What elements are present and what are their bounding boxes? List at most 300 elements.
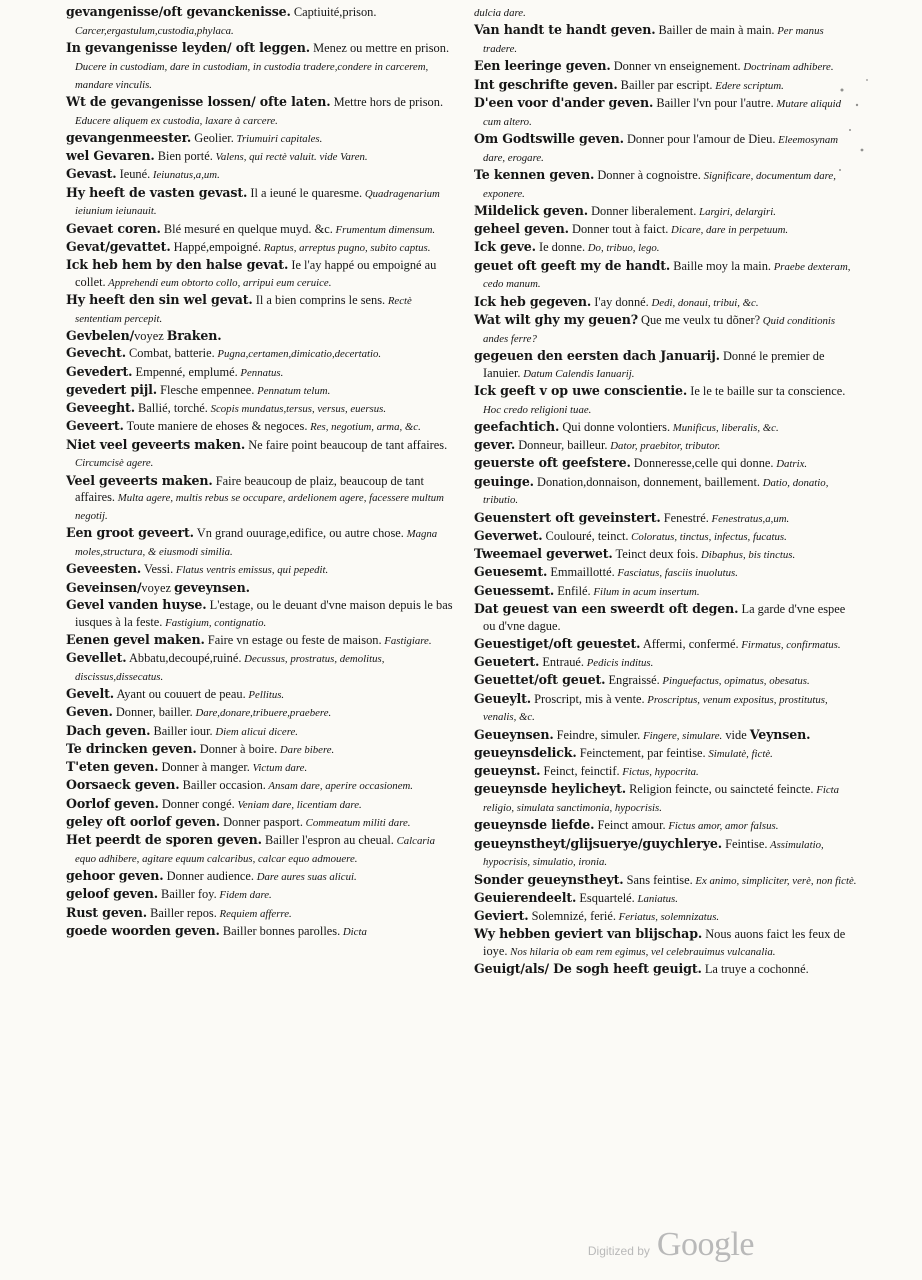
headword: Ick geve. [474, 239, 536, 255]
latin-gloss: Fastigiare. [381, 634, 432, 647]
latin-gloss: Pinguefactus, opimatus, obesatus. [659, 675, 810, 688]
latin-gloss: Dare bibere. [277, 743, 335, 756]
headword: Geueynsen. [474, 726, 554, 742]
french-gloss: I'ay donné. [591, 294, 649, 309]
dictionary-entry [474, 672, 858, 690]
left-column [66, 4, 454, 941]
headword: Geveinsen/ [66, 579, 142, 595]
headword: geefachtich. [474, 418, 560, 434]
dictionary-entry [474, 528, 858, 546]
headword: Gevbelen/ [66, 328, 135, 343]
latin-gloss: Calcaria equo adhibere, agitare equum calcaribus, calcar equo admouere. [75, 835, 435, 865]
dictionary-entry [66, 185, 454, 221]
headword: Gevat/gevattet. [66, 238, 171, 254]
latin-gloss: Valens, qui rectè valuit. vide Varen. [212, 151, 368, 163]
dictionary-entry [474, 239, 858, 257]
latin-gloss: Do, tribuo, lego. [585, 242, 660, 255]
latin-gloss: Pedicis inditus. [584, 657, 654, 669]
french-gloss: Combat, batterie. [125, 346, 215, 361]
dictionary-entry [66, 418, 454, 436]
french-gloss: Baille moy la main. [670, 258, 771, 273]
right-column [474, 4, 858, 980]
headword: Geveesten. [66, 561, 142, 577]
dictionary-entry [66, 759, 454, 777]
dictionary-entry [474, 4, 858, 22]
headword: Geueylt. [474, 690, 532, 706]
latin-gloss: Feriatus, solemnizatus. [615, 911, 720, 923]
dictionary-entry [66, 868, 454, 886]
french-gloss: Faire beaucoup de plaiz, beaucoup de tant affaires. [75, 473, 424, 505]
latin-gloss: Victum dare. [249, 762, 308, 774]
dictionary-entry [474, 872, 858, 890]
dictionary-entry [66, 364, 454, 382]
latin-gloss: Ex animo, simpliciter, verè, non fictè. [692, 874, 857, 887]
headword: geheel geven. [474, 221, 569, 236]
latin-gloss: Ducere in custodiam, dare in custodiam, in custodia tradere,condere in carcerem, mandare vinculis. [75, 60, 429, 91]
latin-gloss: Res, negotium, arma, &c. [307, 421, 421, 434]
latin-gloss: Pennatum telum. [254, 384, 331, 397]
french-gloss: Vessi. [141, 562, 174, 577]
latin-gloss: Praebe dexteram, cedo manum. [483, 260, 851, 291]
headword: geueynsdelick. [474, 744, 577, 760]
french-gloss: Menez ou mettre en prison. [310, 41, 450, 55]
digitized-watermark [588, 1226, 754, 1264]
french-gloss: Donner à cognoistre. [594, 167, 701, 182]
dictionary-entry [474, 745, 858, 763]
latin-gloss: Ansam dare, aperire occasionem. [265, 780, 413, 793]
ink-smudge [822, 60, 882, 210]
headword: Wat wilt ghy my geuen? [474, 311, 638, 327]
headword: Van handt te handt geven. [474, 22, 656, 38]
latin-gloss: Firmatus, confirmatus. [738, 638, 841, 651]
dictionary-entry [474, 817, 858, 835]
dictionary-entry [66, 345, 454, 363]
dictionary-entry [474, 961, 858, 979]
french-gloss: Feinct amour. [594, 818, 666, 833]
dictionary-entry [66, 886, 454, 904]
latin-gloss: Simulatè, fictè. [705, 747, 773, 760]
headword: Ick geeft v op uwe conscientie. [474, 382, 688, 398]
dictionary-entry [474, 383, 858, 419]
french-gloss: Abbatu,decoupé,ruiné. [126, 651, 242, 665]
headword: Een groot geveert. [66, 525, 194, 541]
latin-gloss: Dedi, donaui, tribui, &c. [648, 296, 759, 309]
french-gloss: Geolier. [191, 130, 234, 145]
dictionary-entry [66, 741, 454, 759]
headword: Wt de gevangenisse lossen/ ofte laten. [66, 93, 331, 109]
french-gloss: Donner liberalement. [587, 203, 697, 218]
headword: Geuigt/als/ De sogh heeft geuigt. [474, 961, 702, 977]
dictionary-entry [66, 328, 454, 345]
latin-gloss: Quid conditionis andes ferre? [483, 314, 836, 345]
dictionary-entry [66, 400, 454, 418]
latin-gloss: Multa agere, multis rebus se occupare, ardelionem agere, facessere multum negotij. [75, 492, 444, 522]
dictionary-entry [66, 923, 454, 941]
headword: Hy heeft den sin wel gevat. [66, 292, 253, 307]
headword: Geuesemt. [474, 564, 548, 580]
french-gloss: Donation,donnaison, donnement, baillement. [533, 474, 761, 489]
latin-gloss: Largiri, delargiri. [696, 205, 776, 218]
dictionary-entry [474, 636, 858, 654]
french-gloss: Vn grand ouurage,edifice, ou autre chose. [193, 526, 404, 541]
dictionary-entry [66, 4, 454, 40]
french-gloss: Esquartelé. [576, 890, 635, 905]
dictionary-entry [474, 836, 858, 872]
latin-gloss: Raptus, arreptus pugno, subito captus. [261, 241, 431, 254]
dictionary-entry [474, 546, 858, 564]
latin-gloss: Decussus, prostratus, demolitus, discissus,dissecatus. [75, 653, 385, 683]
dictionary-entry [474, 437, 858, 455]
latin-gloss: Pennatus. [237, 366, 284, 379]
dictionary-entry [66, 632, 454, 650]
latin-gloss: Assimulatio, hypocrisis, simulatio, ironia. [483, 838, 824, 869]
dictionary-entry [66, 473, 454, 525]
headword: Ick heb hem by den halse gevat. [66, 257, 289, 272]
headword: Oorsaeck geven. [66, 777, 180, 793]
dictionary-entry [66, 686, 454, 704]
dictionary-entry [66, 796, 454, 814]
latin-gloss: Requiem afferre. [216, 907, 292, 920]
dictionary-entry [474, 564, 858, 582]
headword: geuinge. [474, 473, 534, 489]
french-gloss: Engraissé. [605, 673, 660, 688]
latin-gloss: Triumuiri capitales. [233, 132, 323, 145]
dictionary-entry [66, 723, 454, 741]
headword: Oorlof geven. [66, 795, 159, 811]
dictionary-entry [66, 832, 454, 868]
latin-gloss: Filum in acum insertum. [590, 585, 700, 598]
french-gloss: Happé,empoigné. [170, 239, 262, 254]
headword: geley oft oorlof geven. [66, 813, 220, 829]
dictionary-entry [474, 890, 858, 908]
headword: Om Godtswille geven. [474, 130, 624, 146]
cross-reference-note: vide [722, 727, 750, 742]
headword: Sonder geueynstheyt. [474, 871, 624, 887]
latin-gloss: Circumcisè agere. [75, 457, 154, 470]
latin-gloss: Datrix. [773, 458, 808, 471]
latin-gloss: Apprehendi eum obtorto collo, arripui eum ceruice. [105, 276, 332, 289]
french-gloss: Donner congé. [158, 796, 235, 811]
french-gloss: Il a bien comprins le sens. [252, 293, 386, 307]
headword: D'een voor d'ander geven. [474, 94, 654, 110]
french-gloss: Toute maniere de ehoses & negoces. [123, 419, 308, 434]
french-gloss: L'estage, ou le deuant d'vne maison depuis le bas iusques à la feste. [75, 597, 453, 629]
dictionary-entry [66, 94, 454, 130]
latin-gloss: Ficta religio, simulata sanctimonia, hypocrisis. [483, 784, 840, 814]
headword: Geuessemt. [474, 582, 555, 598]
headword: wel Gevaren. [66, 148, 155, 163]
dictionary-entry [474, 203, 858, 221]
french-gloss: Fenestré. [660, 510, 709, 525]
dictionary-entry [66, 292, 454, 328]
latin-gloss: Carcer,ergastulum,custodia,phylaca. [75, 24, 234, 37]
french-gloss: Bailler iour. [150, 723, 213, 738]
french-gloss: Que me veulx tu dõner? [637, 312, 761, 327]
headword: geueynstheyt/glijsuerye/guychlerye. [474, 835, 723, 851]
latin-gloss: Datum Calendis Ianuarij. [520, 367, 635, 380]
headword: Geuierendeelt. [474, 889, 577, 905]
headword: Gevellet. [66, 650, 127, 665]
headword: Geviert. [474, 908, 529, 923]
french-gloss: Feinct, feinctif. [540, 764, 620, 778]
latin-gloss: Per manus tradere. [483, 25, 824, 55]
headword: gevangenisse/oft gevanckenisse. [66, 4, 291, 19]
french-gloss: Bailler repos. [146, 905, 217, 920]
latin-gloss: Pugna,certamen,dimicatio,decertatio. [214, 348, 382, 361]
french-gloss: Emmaillotté. [547, 565, 615, 580]
dictionary-entry [474, 455, 858, 473]
latin-gloss: Diem alicui dicere. [212, 725, 298, 738]
headword: Mildelick geven. [474, 202, 588, 218]
headword: geueynsde liefde. [474, 817, 595, 833]
latin-gloss: Munificus, liberalis, &c. [670, 421, 779, 434]
latin-gloss: Dicta [340, 925, 367, 938]
dictionary-entry [474, 926, 858, 961]
french-gloss: Solemnizé, ferié. [528, 909, 616, 923]
dictionary-entry [474, 781, 858, 817]
headword: Het peerdt de sporen geven. [66, 832, 262, 847]
headword: T'eten geven. [66, 759, 159, 774]
dictionary-entry [474, 348, 858, 383]
french-gloss: Faire vn estage ou feste de maison. [204, 632, 382, 647]
headword: geuerste oft geefstere. [474, 455, 631, 471]
dictionary-entry [66, 814, 454, 832]
french-gloss: Sans feintise. [623, 872, 693, 887]
dictionary-entry [66, 580, 454, 597]
french-gloss: Coulouré, teinct. [542, 528, 629, 543]
dictionary-entry [474, 312, 858, 348]
french-gloss: Empenné, emplumé. [132, 364, 238, 379]
latin-gloss: Doctrinam adhibere. [740, 61, 834, 74]
french-gloss: Flesche empennee. [157, 382, 255, 397]
latin-gloss: Fictus amor, amor falsus. [665, 820, 779, 833]
headword: Hy heeft de vasten gevast. [66, 184, 248, 200]
dictionary-entry [474, 22, 858, 58]
dictionary-entry [474, 908, 858, 926]
french-gloss: Qui donne volontiers. [559, 419, 671, 434]
headword: In gevangenisse leyden/ oft leggen. [66, 40, 311, 55]
french-gloss: Ayant ou couuert de peau. [114, 687, 246, 701]
french-gloss: Bailler foy. [157, 887, 217, 902]
french-gloss: Feintise. [722, 836, 768, 851]
latin-gloss: Proscriptus, venum expositus, prostitutus, venalis, &c. [483, 693, 828, 724]
french-gloss: Donner vn enseignement. [610, 59, 741, 74]
french-gloss: Ieuné. [116, 167, 151, 182]
french-gloss: Donner pasport. [220, 814, 303, 829]
latin-gloss: Quadragenarium ieiunium ieiunauit. [75, 187, 440, 218]
latin-gloss: Datio, donatio, tributio. [483, 476, 829, 507]
french-gloss: Donner pour l'amour de Dieu. [623, 131, 776, 146]
headword: Gevelt. [66, 686, 115, 701]
latin-gloss: Dare,donare,tribuere,praebere. [192, 707, 332, 720]
headword: Gevecht. [66, 345, 126, 361]
french-gloss: Feindre, simuler. [553, 727, 641, 742]
latin-gloss: Nos hilaria ob eam rem egimus, vel celebrauimus vulcanalia. [507, 946, 776, 958]
headword: Gevaet coren. [66, 220, 161, 236]
dictionary-entry [66, 130, 454, 148]
headword: Gevast. [66, 166, 117, 182]
headword: Rust geven. [66, 904, 147, 920]
latin-gloss: Scopis mundatus,tersus, versus, euersus. [207, 403, 387, 415]
watermark-prefix: Digitized by [587, 1244, 650, 1258]
latin-gloss: Edere scriptum. [712, 79, 784, 92]
headword: Dat geuest van een sweerdt oft degen. [474, 600, 739, 616]
dictionary-entry [474, 510, 858, 528]
french-gloss: Donné le premier de Ianuier. [483, 348, 825, 380]
headword: geueynst. [474, 763, 541, 778]
latin-gloss: Fictus, hypocrita. [619, 766, 699, 778]
dictionary-entry [66, 239, 454, 257]
google-logo: Google [656, 1226, 754, 1263]
cross-reference: Braken. [166, 328, 222, 343]
headword: Ick heb gegeven. [474, 293, 592, 309]
dictionary-entry [66, 148, 454, 166]
latin-gloss: Dator, praebitor, tributor. [607, 440, 721, 452]
headword: geueynsde heylicheyt. [474, 781, 627, 797]
latin-gloss: Educere aliquem ex custodia, laxare à carcere. [75, 114, 278, 127]
latin-gloss: Fastigium, contignatio. [162, 616, 267, 629]
dictionary-entry [474, 95, 858, 131]
headword: Te kennen geven. [474, 166, 595, 182]
dictionary-entry [474, 727, 858, 745]
dictionary-entry [474, 763, 858, 781]
latin-gloss: Ieiunatus,a,um. [150, 169, 220, 182]
french-gloss: La truye a cochonné. [701, 962, 809, 977]
french-gloss: Bailler bonnes parolles. [219, 923, 341, 938]
french-gloss: Bailler par escript. [617, 77, 713, 92]
dictionary-entry [66, 166, 454, 184]
headword: gegeuen den eersten dach Januarij. [474, 347, 720, 363]
headword: Gevel vanden huyse. [66, 596, 207, 612]
headword: Gevedert. [66, 363, 133, 379]
latin-gloss: Dicare, dare in perpetuum. [668, 224, 789, 236]
french-gloss: Proscript, mis à vente. [531, 691, 645, 706]
headword: Een leeringe geven. [474, 58, 611, 74]
headword: Geuenstert oft geveinstert. [474, 509, 661, 525]
french-gloss: Blé mesuré en quelque muyd. &c. [160, 221, 333, 236]
french-gloss: Religion feincte, ou saincteté feincte. [626, 782, 814, 797]
dictionary-entry [474, 58, 858, 76]
dictionary-entry [474, 167, 858, 203]
latin-gloss: Significare, documentum dare, exponere. [483, 169, 836, 200]
dictionary-entry [66, 525, 454, 561]
latin-gloss: Fasciatus, fasciis inuolutus. [614, 567, 738, 580]
dictionary-entry [474, 583, 858, 601]
latin-gloss: Veniam dare, licentiam dare. [234, 798, 362, 811]
french-gloss: Ne faire point beaucoup de tant affaires. [245, 437, 448, 452]
headword: Geuestiget/oft geuestet. [474, 635, 641, 651]
latin-gloss: Flatus ventris emissus, qui pepedit. [173, 564, 329, 577]
french-gloss: Donner tout à faict. [568, 222, 669, 236]
dictionary-entry [474, 221, 858, 239]
cross-reference: Veynsen. [749, 726, 811, 742]
headword: gevangenmeester. [66, 129, 192, 145]
dictionary-entry [66, 561, 454, 579]
dictionary-entry [66, 257, 454, 292]
dictionary-entry [66, 40, 454, 93]
french-gloss: voyez [141, 580, 175, 595]
dictionary-entry [66, 382, 454, 400]
headword: geuet oft geeft my de handt. [474, 257, 671, 273]
french-gloss: Donner, bailler. [112, 705, 193, 720]
latin-gloss: Mutare aliquid cum altero. [483, 97, 842, 128]
dictionary-entry [474, 419, 858, 437]
cross-reference: geveynsen. [174, 579, 250, 595]
latin-gloss: Magna moles,structura, & eiusmodi similia. [75, 528, 438, 558]
headword: Geverwet. [474, 527, 543, 543]
latin-gloss: Dare aures suas alicui. [254, 871, 357, 883]
dictionary-entry [474, 601, 858, 636]
french-gloss: Captiuité,prison. [290, 5, 377, 19]
french-gloss: Teinct deux fois. [612, 547, 699, 561]
dictionary-entry [66, 437, 454, 473]
french-gloss: Ie l'ay happé ou empoigné au collet. [75, 258, 437, 289]
dictionary-entry [474, 654, 858, 672]
french-gloss: Donner audience. [163, 869, 255, 883]
headword: geloof geven. [66, 886, 158, 902]
french-gloss: Bailler occasion. [179, 778, 266, 793]
dictionary-entry [66, 650, 454, 686]
headword: gehoor geven. [66, 868, 164, 883]
dictionary-entry [66, 221, 454, 239]
dictionary-entry [66, 704, 454, 722]
latin-gloss: Frumentum dimensum. [332, 223, 436, 236]
headword: Wy hebben geviert van blijschap. [474, 926, 703, 942]
french-gloss: Bailler l'vn pour l'autre. [653, 95, 774, 110]
headword: Geuetert. [474, 654, 540, 669]
latin-gloss: Fingere, simulare. [640, 729, 723, 742]
french-gloss: voyez [134, 329, 167, 343]
french-gloss: Nous auons faict les feux de ioye. [483, 927, 846, 958]
french-gloss: Bailler l'espron au cheual. [261, 833, 394, 847]
french-gloss: Entraué. [539, 655, 584, 669]
french-gloss: Ie le te baille sur ta conscience. [687, 383, 846, 398]
headword: gevedert pijl. [66, 381, 158, 397]
dictionary-entry [66, 905, 454, 923]
dictionary-entry [474, 131, 858, 167]
dictionary-entry [474, 258, 858, 294]
headword: Dach geven. [66, 722, 151, 738]
latin-gloss: Pellitus. [245, 689, 285, 701]
latin-gloss: Commeatum militi dare. [302, 816, 411, 829]
latin-gloss: dulcia dare. [474, 7, 526, 19]
headword: Geuettet/oft geuet. [474, 672, 606, 688]
dictionary-entry [474, 77, 858, 95]
french-gloss: Ballié, torché. [134, 401, 208, 415]
latin-gloss: Rectè sententiam percepit. [75, 295, 412, 325]
headword: gever. [474, 437, 516, 452]
french-gloss: Donner à boire. [196, 741, 278, 756]
headword: Geven. [66, 704, 113, 720]
dictionary-entry [474, 474, 858, 510]
french-gloss: Donneresse,celle qui donne. [630, 456, 774, 471]
headword: Geveeght. [66, 400, 135, 415]
latin-gloss: Fenestratus,a,um. [708, 512, 790, 525]
latin-gloss: Hoc credo religioni tuae. [483, 403, 592, 416]
headword: Te drincken geven. [66, 740, 197, 756]
latin-gloss: Eleemosynam dare, erogare. [483, 133, 839, 164]
french-gloss: Enfilé. [554, 583, 591, 598]
french-gloss: Donner à manger. [158, 760, 250, 774]
headword: Veel geveerts maken. [66, 472, 213, 488]
latin-gloss: Dibaphus, bis tinctus. [698, 549, 796, 561]
latin-gloss: Coloratus, tinctus, infectus, fucatus. [628, 530, 787, 543]
headword: Int geschrifte geven. [474, 76, 618, 92]
headword: Eenen gevel maken. [66, 631, 205, 647]
dictionary-entry [474, 294, 858, 312]
dictionary-entry [66, 597, 454, 632]
french-gloss: Bien porté. [154, 149, 213, 163]
